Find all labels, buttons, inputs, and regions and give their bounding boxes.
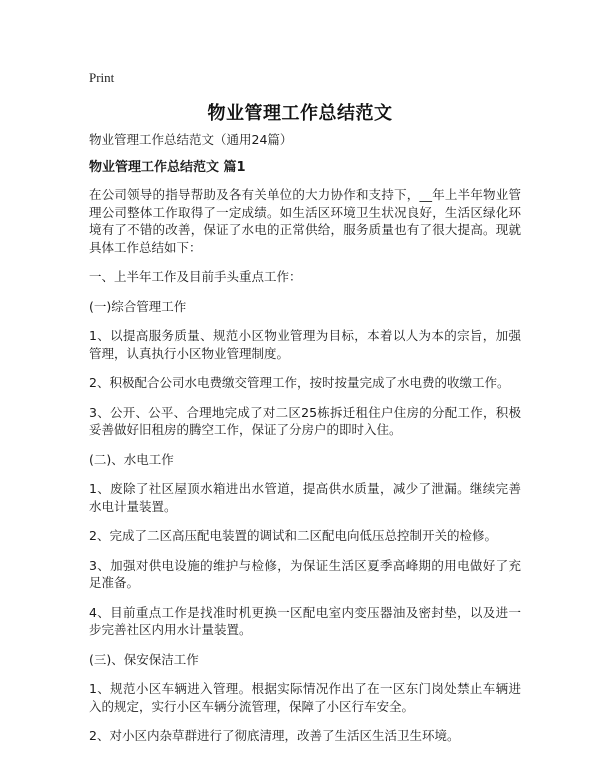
subsection-heading: (三)、保安保洁工作 xyxy=(89,651,199,667)
paragraph: 4、目前重点工作是找准时机更换一区配电室内变压器油及密封垫，以及进一步完善社区内用水计量装置。 xyxy=(89,604,521,637)
subsection-heading: (二)、水电工作 xyxy=(89,451,174,467)
paragraph: 2、完成了二区高压配电装置的调试和二区配电向低压总控制开关的检修。 xyxy=(89,528,497,543)
document-subtitle: 物业管理工作总结范文（通用24篇） xyxy=(89,132,293,147)
print-link[interactable]: Print xyxy=(89,70,115,85)
section-title: 物业管理工作总结范文 篇1 xyxy=(89,159,246,175)
section-heading: 一、上半年工作及目前手头重点工作： xyxy=(89,269,302,284)
subsection-heading: (一)综合管理工作 xyxy=(89,298,187,314)
paragraph: 1、以提高服务质量、规范小区物业管理为目标，本着以人为本的宗旨，加强管理，认真执行小区物业管理制度。 xyxy=(89,328,521,361)
page-title: 物业管理工作总结范文 xyxy=(207,103,393,124)
paragraph: 1、废除了社区屋顶水箱进出水管道，提高供水质量，减少了泄漏。继续完善水电计量装置。 xyxy=(89,481,521,514)
paragraph: 3、加强对供电设施的维护与检修，为保证生活区夏季高峰期的用电做好了充足准备。 xyxy=(89,557,521,590)
paragraph: 2、积极配合公司水电费缴交管理工作，按时按量完成了水电费的收缴工作。 xyxy=(89,375,510,390)
paragraph: 2、对小区内杂草群进行了彻底清理，改善了生活区生活卫生环境。 xyxy=(89,728,460,743)
paragraph: 在公司领导的指导帮助及各有关单位的大力协作和支持下，__年上半年物业管理公司整体工作取得了一定成绩。如生活区环境卫生状况良好，生活区绿化环境有了不错的改善，保证了水电的正常供给，服务质量也有了很大提高。现就具体工作总结如下： xyxy=(89,187,521,255)
paragraph: 1、规范小区车辆进入管理。根据实际情况作出了在一区东门岗处禁止车辆进入的规定，实行小区车辆分流管理，保障了小区行车安全。 xyxy=(89,681,521,714)
paragraph: 3、公开、公平、合理地完成了对二区25栋拆迁租住户住房的分配工作，积极妥善做好旧租房的腾空工作，保证了分房户的即时入住。 xyxy=(89,404,521,437)
document-body xyxy=(89,131,521,757)
